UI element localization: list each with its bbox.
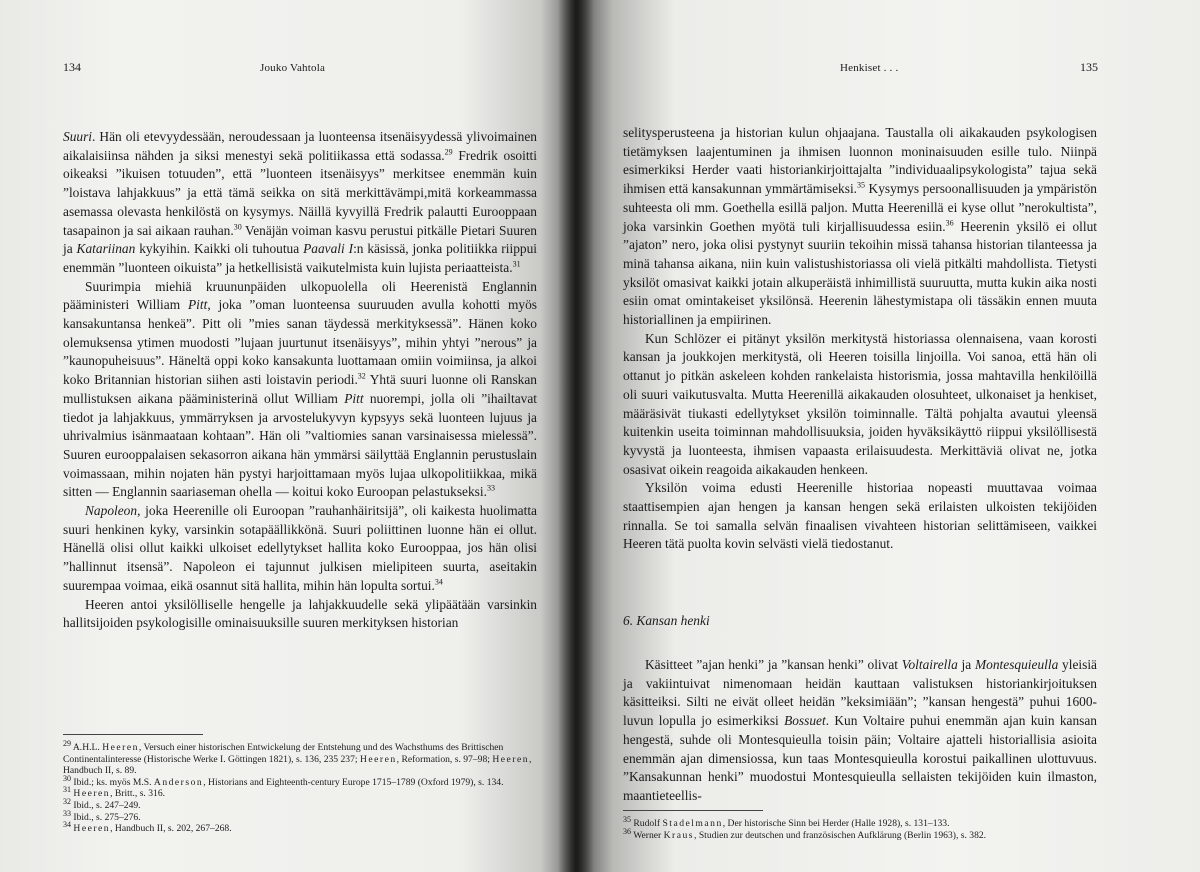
text-run: :n käsissä, jonka politiikka riippui enemmän ”luonteen oikuista” ja hetkellisistä vaikutelmista kuin lujista periaatteista.: [63, 241, 538, 275]
text-run: Venäjän voiman kasvu perustui pitkälle Pietari Suuren ja: [63, 222, 537, 257]
italic-text: Paavali I: [303, 241, 354, 257]
text-run: . Hän oli etevyydessään, neroudessaan ja luonteensa itsenäisyydessä ylivoimainen aikalaisiinsa nähden ja siksi menestyi sekä politiikassa että sodassa.: [63, 129, 537, 163]
text-run: Heeren: [73, 823, 111, 835]
paragraph: [623, 479, 1097, 554]
footnote-ref: 34: [63, 819, 71, 829]
footnote: [63, 808, 539, 824]
left-page: [0, 0, 575, 872]
footnote-ref: 36: [945, 218, 954, 228]
text-run: , Versuch einer historischen Entwickelung der Entstehung und des Wachsthums des Brittischen Continentalinteresse (Historische Werke I. Göttingen 1821), s. 136, 235 237;: [63, 742, 504, 765]
text-run: nuorempi, jolla oli ”ihailtavat tiedot ja lahjakkuus, ymmärryksen ja arvostelukyvyn kypsyys sekä luonteen lujuus ja uhrivalmius isänmaataan kohtaan”. Hän oli ”valtiomies sanan varsinaisessa mielessä”. Suuren eurooppalaisen sekasorron aikana hän ymmärsi säilyttää Englannin perustuslain voimassaan, mihin nojaten hän pystyi harjoittamaan myös lujaa ulkopolitiikkaa, mikä sitten — Englannin saariaseman ohella — koitui koko Euroopan pelastukseksi.: [63, 390, 538, 500]
footnote-ref: 29: [63, 738, 71, 748]
text-run: Fredrik osoitti oikeaksi ”ikuisen totuuden”, että ”luonteen itsenäisyys” merkitsee enemmän kuin ”loistava lahjakkuus” ja että tämä seikka on sitä merkittävämpi,mitä korkeammassa asemassa olevasta henkilöstä on kysymys. Näillä kyvyillä Fredrik palautti Eurooppaan tasapainon ja sai aikaan rauhan.: [63, 147, 537, 238]
text-run: Rudolf: [631, 818, 663, 829]
footnote-ref: 36: [623, 826, 631, 836]
text-run: , joka ”oman luonteensa suuruuden avulla kohotti myös kansakuntansa henkeä”. Pitt oli ”mies sanan täydessä merkityksessä”. Hänen koko olemuksensa ytimen muodosti ”lujaan juurtunut itsenäisyys”, mihin yhtyi ”nerous” ja ”kaunopuheisuus”. Häneltä oppi koko kansakunta luottamaan omiin voimiinsa, ja alkoi koko Britannian historian siihen asti loistavin periodi.: [63, 297, 537, 388]
paragraph: [623, 124, 1097, 330]
right-footnotes: [623, 814, 1099, 841]
text-run: Werner: [631, 829, 664, 841]
footnote-ref: 31: [63, 785, 71, 795]
italic-text: Voltairella: [901, 657, 958, 672]
italic-text: Bossuet: [784, 713, 826, 729]
footnote-ref: 34: [434, 577, 443, 587]
paragraph: [63, 128, 537, 278]
text-run: Käsitteet ”ajan henki” ja ”kansan henki” olivat: [645, 657, 902, 672]
footnote-ref: 30: [233, 222, 242, 232]
paragraph: [623, 656, 1097, 806]
text-run: Ibid., s. 275–276.: [71, 811, 141, 823]
text-run: , Britt., s. 316.: [110, 788, 166, 800]
text-run: Heeren: [102, 742, 139, 753]
footnote-ref: 29: [444, 147, 453, 157]
footnote-rule-right: [623, 810, 763, 811]
footnote: [623, 814, 1099, 830]
running-head-left: Jouko Vahtola: [260, 62, 326, 74]
footnote-ref: 35: [623, 814, 631, 824]
running-head-right: Henkiset . . .: [840, 62, 899, 74]
text-run: Heeren antoi yksilölliselle hengelle ja lahjakkuudelle sekä ylipäätään varsinkin hallitsijoiden psykologisille ominaisuuksille suuren merkityksen historian: [63, 596, 537, 631]
right-body-text: [623, 124, 1097, 554]
footnote: [63, 796, 539, 812]
paragraph: [623, 330, 1097, 480]
text-run: , Reformation, s. 97–98;: [396, 753, 493, 765]
text-run: , joka Heerenille oli Euroopan ”rauhanhäiritsijä”, oli kaikesta huolimatta suuri henkinen kyky, varsinkin sotapäällikkönä. Suuri poliittinen luonne hän ei ollut. Hänellä olisi ollut kaikki ulkoiset edellytykset hallita koko Eurooppaa, jos hän olisi ”hallinnut itsensä”. Napoleon ei tajunnut julkisen mielipiteen suurta, aseitakin suurempaa voimaa, eikä osannut sitä hallita, mihin hän lopulta sortui.: [63, 503, 537, 593]
text-run: Yksilön voima edusti Heerenille historiaa nopeasti muuttavaa voimaa staattisempien ajan hengen ja kansan hengen sekä erilaisten ulkoisten tekijöiden rinnalla. Se toi samalla selvän finaalisen vivahteen historian selittämiseen, vaikkei Heeren tätä puolta kovin selvästi vielä tiedostanut.: [623, 480, 1097, 552]
footnote: [63, 738, 539, 777]
text-run: yleisiä ja vakiintuivat nimenomaan heidän kauttaan valistuksen historiankirjoituksen käsitteiksi. Silti ne eivät olleet heidän ”keksimiään”; ”kansan hengestä” puhui 1600-luvun lopulla jo esimerkiksi: [623, 657, 1098, 729]
footnote-ref: 33: [63, 808, 71, 818]
text-run: Anderson: [153, 776, 204, 788]
text-run: Kun Schlözer ei pitänyt yksilön merkitystä historiassa olennaisena, vaan korosti kansan ja joukkojen merkitystä, oli Heeren toisilla linjoilla. Voi sanoa, että hän oli ottanut jo pitkän askeleen kohden rankelaista historismia, jossa mahtavilla henkilöillä oli suuri vaikutusvalta. Mutta Heerenillä aikakauden olosuhteet, ulkonaiset ja henkiset, määräsivät tiukasti edellytykset yksilön toiminnalle. Tältä pohjalta avautui yleensä kuitenkin useita toiminnan mahdollisuuksia, joiden hyväksikäyttö riippui yksilöllisestä kyvystä ja luonteesta, ihmisen vapaasta erilaisuudesta. Merkittäviä olivat ne, jotka osasivat oikein reagoida aikakauden henkeen.: [623, 330, 1097, 477]
footnote-ref: 33: [486, 483, 495, 493]
paragraph: [63, 278, 537, 502]
text-run: kykyihin. Kaikki oli tuhoutua: [135, 241, 304, 257]
footnote-ref: 32: [357, 371, 366, 381]
footnote: [63, 785, 539, 800]
footnote: [623, 826, 1099, 842]
text-run: Kraus: [663, 829, 695, 841]
footnote-ref: 35: [857, 180, 866, 190]
text-run: A.H.L.: [71, 742, 103, 753]
text-run: Ibid., s. 247–249.: [71, 799, 141, 811]
text-run: , Handbuch II, s. 202, 267–268.: [110, 823, 232, 835]
text-run: , Der historische Sinn bei Herder (Halle 1928), s. 131–133.: [722, 818, 950, 829]
text-run: Yhtä suuri luonne oli Ranskan mullistuksen aikana pääministerinä ollut William: [63, 372, 538, 406]
text-run: Heeren: [359, 753, 397, 765]
text-run: Heeren: [492, 753, 530, 765]
paragraph: [63, 596, 537, 633]
left-footnotes: [63, 738, 539, 835]
right-page: [575, 0, 1200, 872]
text-run: ja: [957, 657, 975, 672]
italic-text: Pitt: [344, 390, 364, 406]
page-number-right: 135: [1080, 60, 1098, 74]
right-body-text-after-heading: [623, 656, 1097, 806]
footnote: [63, 819, 539, 835]
italic-text: Katariinan: [76, 241, 136, 257]
text-run: Heerenin yksilö ei ollut ”ajaton” nero, joka olisi pystynyt suuriin tekoihin missä tahansa historian tilanteessa ja minä tahansa aikana, niin kuin valistushistoriassa oli vielä pitkälti mahdollista. Tietysti yksilöt omasivat kaikki jotain alkuperäistä inhimillistä suuruutta, mutta kukin aika nosti esiin omat omintakeiset yksilönsä. Heerenin lähestymistapa oli tässäkin ennen muuta historiallinen ja empiirinen.: [623, 218, 1097, 328]
footnote: [63, 773, 539, 789]
footnote-ref: 31: [512, 259, 521, 269]
text-run: selitysperusteena ja historian kulun ohjaajana. Taustalla oli aikakauden psykologisen tietämyksen laajentuminen ja ihmisen luonnon moninaisuuden esille tulo. Niinpä esimerkiksi Herder vaati historiankirjoittajalta ”individuaalipsykologista” tajua sekä ihmisen että kansakunnan ymmärtämiseksi.: [623, 125, 1097, 197]
italic-text: Pitt: [187, 297, 208, 313]
italic-text: Napoleon: [85, 503, 138, 519]
text-run: Ibid.; ks. myös M.S.: [71, 776, 154, 788]
text-run: , Historians and Eighteenth-century Europe 1715–1789 (Oxford 1979), s. 134.: [203, 776, 504, 788]
footnote-ref: 30: [63, 773, 71, 783]
text-run: Heeren: [73, 788, 111, 800]
section-heading: 6. Kansan henki: [623, 613, 710, 628]
text-run: , Studien zur deutschen und französischen Aufklärung (Berlin 1963), s. 382.: [694, 829, 987, 841]
italic-text: Montesquieulla: [974, 657, 1059, 672]
text-run: , Handbuch II, s. 89.: [63, 753, 532, 777]
page-number-left: 134: [63, 60, 81, 74]
paragraph: [63, 502, 537, 596]
text-run: Kysymys persoonallisuuden ja ympäristön suhteesta oli mm. Goethella esillä paljon. Mutta Heerenillä ei kyse ollut ”nerokultista”, joka varsinkin Goethen myötä tuli kirjallisuudessa esiin.: [623, 181, 1097, 234]
book-gutter: [558, 0, 594, 872]
footnote-rule-left: [63, 734, 203, 735]
text-run: . Kun Voltaire puhui enemmän ajan kuin kansan hengestä, suhde oli Montesquieulla toisin päin; Voltaire ajatteli historiallisia asioita enemmän ajan dimensiossa, kun taas Montesquieulla korostui paikallinen ulottuvuus. ”Kansakunnan henki” muodostui Montesquieulla sellaisten tekijöiden kuin ilmaston, maantieteellis-: [623, 713, 1098, 803]
italic-text: Suuri: [63, 129, 93, 144]
text-run: Stadelmann: [662, 818, 723, 829]
text-run: Suurimpia miehiä kruununpäiden ulkopuolella oli Heerenistä Englannin pääministeri William: [63, 278, 537, 313]
left-body-text: [63, 128, 537, 633]
footnote-ref: 32: [63, 796, 71, 806]
